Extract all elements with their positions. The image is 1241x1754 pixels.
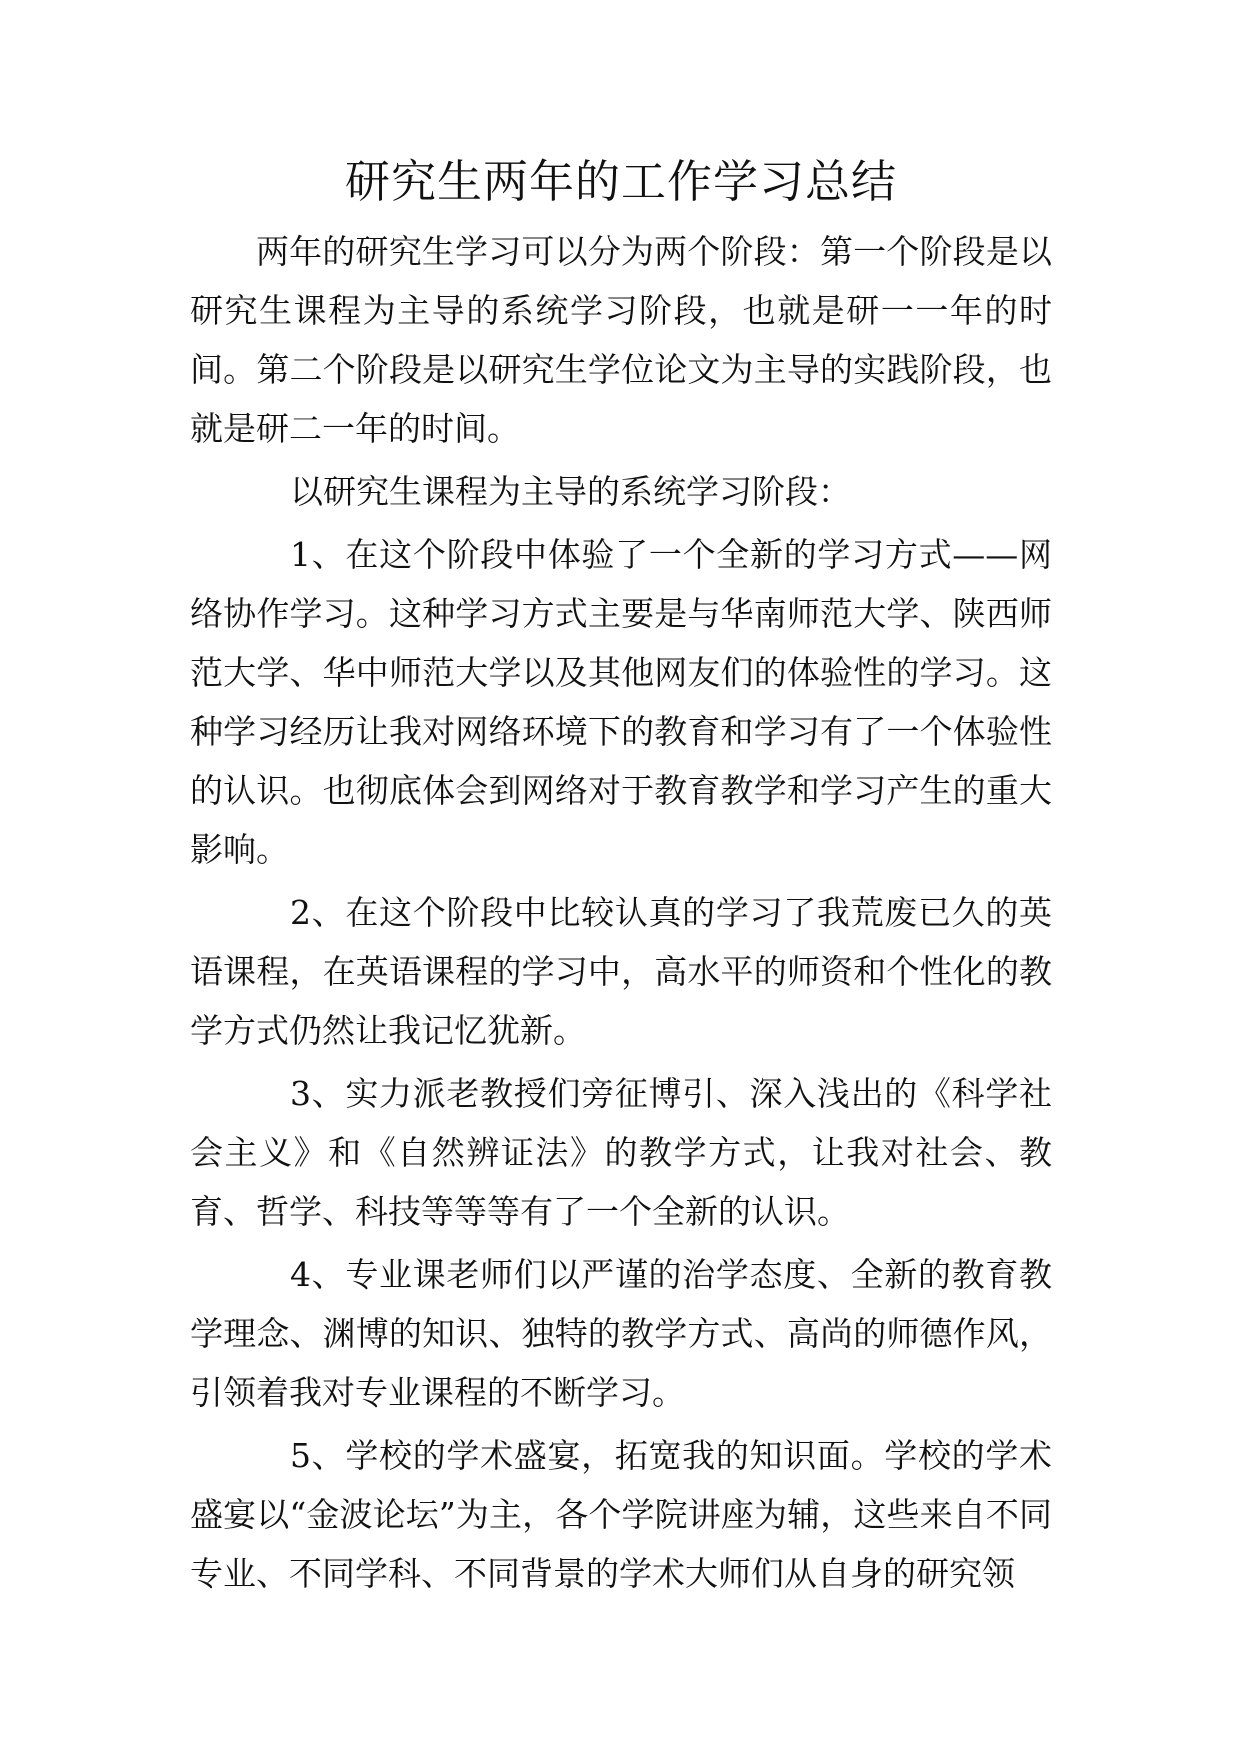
paragraph-intro: 两年的研究生学习可以分为两个阶段：第一个阶段是以研究生课程为主导的系统学习阶段，也就是研一一年的时间。第二个阶段是以研究生学位论文为主导的实践阶段，也就是研二一年的时间。 (190, 232, 1052, 448)
paragraph-item-5: 5、学校的学术盛宴，拓宽我的知识面。学校的学术盛宴以“金波论坛”为主，各个学院讲座为辅，这些来自不同专业、不同学科、不同背景的学术大师们从自身的研究领 (190, 1436, 1052, 1593)
paragraph-item-3: 3、实力派老教授们旁征博引、深入浅出的《科学社会主义》和《自然辨证法》的教学方式，让我对社会、教育、哲学、科技等等等有了一个全新的认识。 (190, 1074, 1052, 1231)
document-body (190, 150, 1052, 1607)
paragraph-item-1: 1、在这个阶段中体验了一个全新的学习方式——网络协作学习。这种学习方式主要是与华南师范大学、陕西师范大学、华中师范大学以及其他网友们的体验性的学习。这种学习经历让我对网络环境下的教育和学习有了一个体验性的认识。也彻底体会到网络对于教育教学和学习产生的重大影响。 (190, 535, 1052, 869)
paragraph-item-2: 2、在这个阶段中比较认真的学习了我荒废已久的英语课程，在英语课程的学习中，高水平的师资和个性化的教学方式仍然让我记忆犹新。 (190, 893, 1052, 1050)
document-title: 研究生两年的工作学习总结 (344, 155, 897, 208)
paragraph-item-4: 4、专业课老师们以严谨的治学态度、全新的教育教学理念、渊博的知识、独特的教学方式、高尚的师德作风，引领着我对专业课程的不断学习。 (190, 1255, 1052, 1412)
paragraph-section-heading: 以研究生课程为主导的系统学习阶段： (290, 472, 851, 511)
